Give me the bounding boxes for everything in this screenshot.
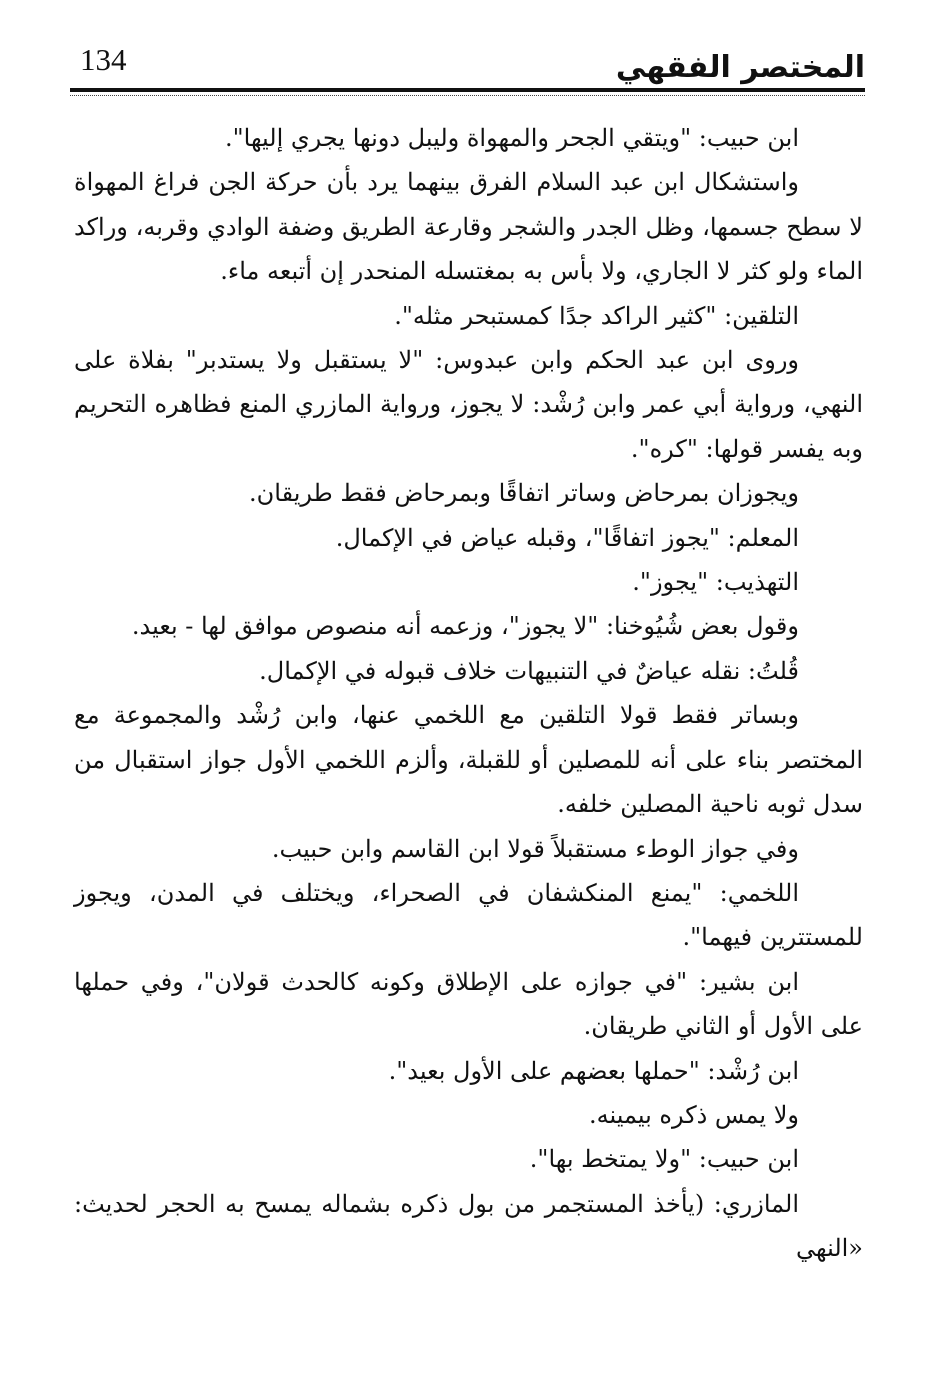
paragraph: ولا يمس ذكره بيمينه. — [588, 1100, 799, 1129]
paragraph: التهذيب: "يجوز". — [632, 568, 799, 597]
paragraph: وقول بعض شُيُوخنا: "لا يجوز"، وزعمه أنه منصوص موافق لها - بعيد. — [131, 612, 799, 641]
paragraph: وبساتر فقط قولا التلقين مع اللخمي عنها، وابن رُشْد والمجموعة مع المختصر بناء على أنه للمصلين أو للقبلة، وألزم اللخمي الأول جواز استقبال من سدل ثوبه ناحية المصلين خلفه. — [74, 701, 863, 819]
page-number: 134 — [80, 42, 127, 77]
paragraph: ابن حبيب: "ويتقي الجحر والمهواة وليبل دونها يجري إليها". — [224, 124, 799, 152]
page-header — [70, 38, 865, 100]
paragraph: التلقين: "كثير الراكد جدًا كمستبحر مثله". — [394, 301, 799, 330]
header-rule-secondary — [70, 95, 865, 96]
paragraph: قُلتُ: نقله عياضٌ في التنبيهات خلاف قبوله في الإكمال. — [259, 656, 799, 685]
paragraph: اللخمي: "يمنع المنكشفان في الصحراء، ويختلف في المدن، ويجوز للمستترين فيهما". — [74, 878, 863, 952]
paragraph: المعلم: "يجوز اتفاقًا"، وقبله عياض في الإكمال. — [335, 523, 799, 552]
paragraph: واستشكال ابن عبد السلام الفرق بينهما يرد بأن حركة الجن فراغ المهواة لا سطح جسمها، وظل الجدر والشجر وقارعة الطريق وضفة الوادي وقربه، وراكد الماء ولو كثر لا الجاري، ولا بأس به بمغتسله المنحدر إن أتبعه ماء. — [74, 168, 863, 286]
paragraph: المازري: (يأخذ المستجمر من بول ذكره بشماله يمسح به الحجر لحديث: «النهي — [74, 1189, 863, 1263]
paragraph: ابن بشير: "في جوازه على الإطلاق وكونه كالحدث قولان"، وفي حملها على الأول أو الثاني طريقان. — [74, 967, 863, 1041]
running-title: المختصر الفقهي — [615, 50, 865, 85]
body-text — [74, 116, 863, 1271]
paragraph: ويجوزان بمرحاض وساتر اتفاقًا وبمرحاض فقط طريقان. — [249, 479, 799, 508]
paragraph: وفي جواز الوطء مستقبلاً قولا ابن القاسم وابن حبيب. — [271, 834, 799, 863]
paragraph: ابن رُشْد: "حملها بعضهم على الأول بعيد". — [388, 1056, 799, 1085]
paragraph: ابن حبيب: "ولا يمتخط بها". — [529, 1145, 799, 1174]
paragraph: وروى ابن عبد الحكم وابن عبدوس: "لا يستقبل ولا يستدبر" بفلاة على النهي، ورواية أبي عمر وابن رُشْد: لا يجوز، ورواية المازري المنع فظاهره التحريم وبه يفسر قولها: "كره". — [74, 346, 863, 463]
header-rule — [70, 88, 865, 92]
